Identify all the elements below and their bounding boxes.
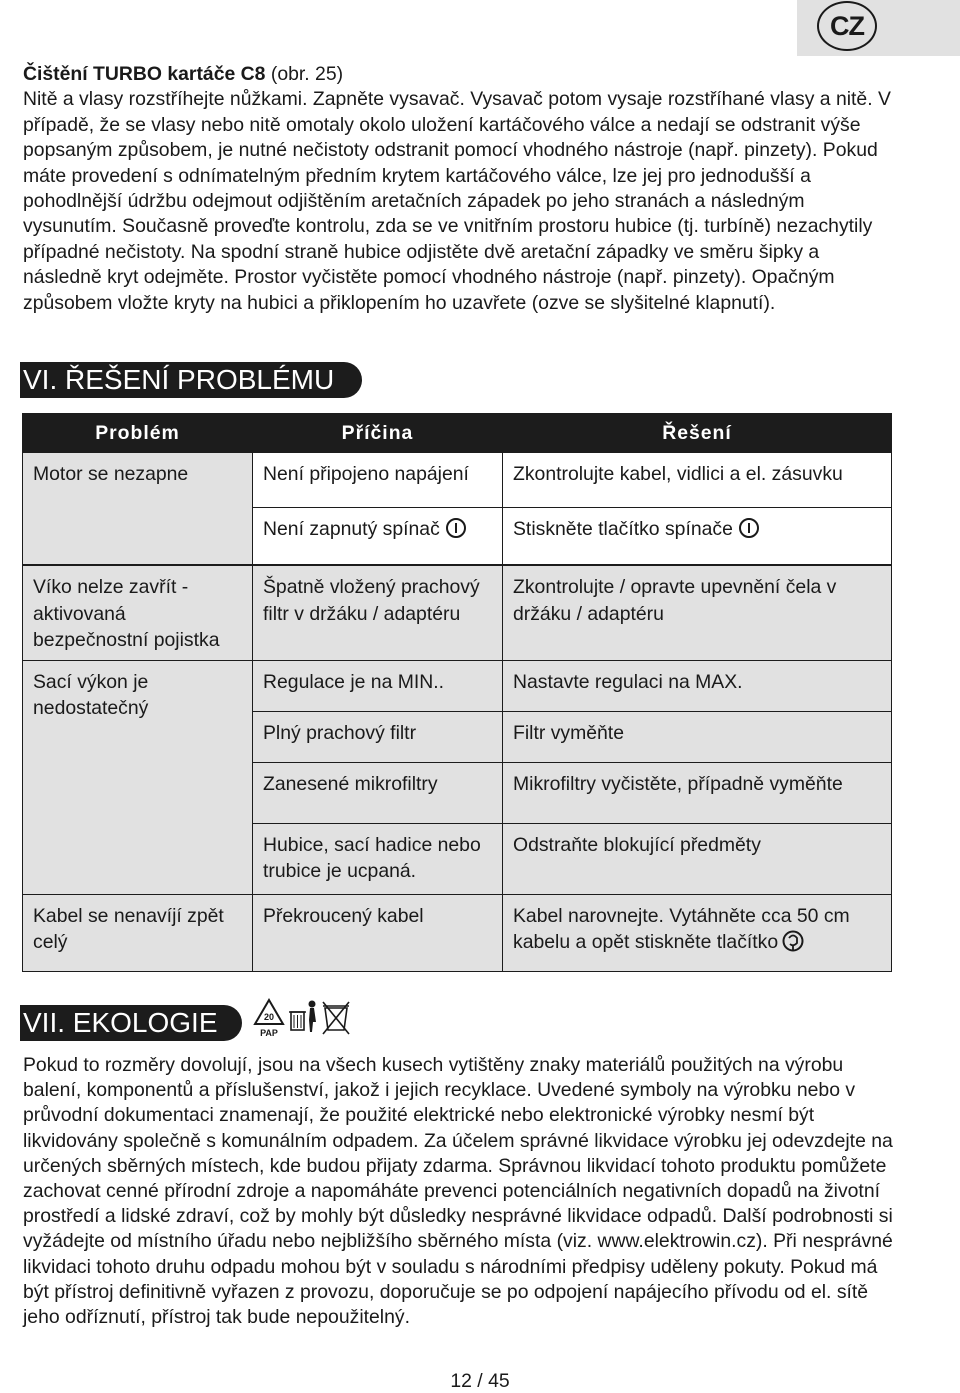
problem-cell: Sací výkon je nedostatečný (23, 660, 253, 894)
section-heading-ecology (20, 1005, 242, 1041)
problem-cell: Motor se nezapne (23, 453, 253, 566)
cause-cell: Není připojeno napájení (253, 453, 503, 508)
solution-cell (503, 508, 892, 566)
turbo-brush-heading: Čištění TURBO kartáče C8 (23, 63, 266, 85)
cause-cell: Špatně vložený prachový filtr v držáku / adaptéru (253, 565, 503, 660)
solution-cell: Filtr vyměňte (503, 711, 892, 762)
solution-cell: Zkontrolujte kabel, vidlici a el. zásuvku (503, 453, 892, 508)
cord-rewind-icon (782, 929, 804, 953)
problem-cell: Víko nelze zavřít - aktivovaná bezpečnostní pojistka (23, 565, 253, 660)
section-title: VI. ŘEŠENÍ PROBLÉMU (23, 364, 335, 395)
table-row (23, 453, 892, 508)
solution-cell: Mikrofiltry vyčistěte, případně vyměňte (503, 762, 892, 823)
cause-cell: Plný prachový filtr (253, 711, 503, 762)
section-title: VII. EKOLOGIE (23, 1007, 218, 1038)
table-header-row (23, 414, 892, 453)
crossed-bin-icon (323, 1002, 349, 1034)
header-cause: Příčina (253, 414, 503, 453)
eco-symbols (253, 998, 353, 1042)
figure-reference: (obr. 25) (265, 63, 344, 85)
solution-cell: Odstraňte blokující předměty (503, 823, 892, 894)
cause-cell: Regulace je na MIN.. (253, 660, 503, 711)
svg-text:PAP: PAP (260, 1028, 278, 1038)
power-icon (446, 518, 466, 538)
table-row (23, 565, 892, 660)
table-row (23, 660, 892, 711)
cause-cell: Zanesené mikrofiltry (253, 762, 503, 823)
solution-text: Kabel narovnejte. Vytáhněte cca 50 cm kabelu a opět stiskněte tlačítko (513, 904, 850, 953)
ecology-paragraph: Pokud to rozměry dovolují, jsou na všech kusech vytištěny znaky materiálů použitých na výrobu balení, komponentů a příslušenství, jakož i jejich recyklace. Uvedené symboly na výrobku nebo v průvodní dokumentaci znamenají, že použité elektrické nebo elektronické výrobky nesmí být likvidovány společně s komunálním odpadem. Za účelem správné likvidace výrobku jej odevzdejte na určených sběrných místech, kde budou přijaty zdarma. Správnou likvidací tohoto produktu pomůžete zachovat cenné přírodní zdroje a napomáháte prevenci potenciálních negativních dopadů na životní prostředí a lidské zdraví, což by mohly být důsledky nesprávné likvidace odpadů. Další podrobnosti si vyžádejte od místního úřadu nebo nejbližšího sběrného místa (viz. www.elektrowin.cz). Při nesprávné likvidaci tohoto druhu odpadu mohou být v souladu s národními předpisy uděleny pokuty. Pokud má být přístroj definitivně vyřazen z provozu, doporučuje se po odpojení napájecího přívodu od el. sítě jeho odříznutí, přístroj tak bude nepoužitelný. (23, 1054, 893, 1329)
waste-bin-person-icon (289, 1001, 316, 1033)
troubleshooting-table (22, 413, 892, 972)
cause-text: Není zapnutý spínač (263, 518, 440, 540)
eco-symbols-svg (253, 998, 353, 1042)
cause-cell: Hubice, sací hadice nebo trubice je ucpaná. (253, 823, 503, 894)
turbo-brush-body: Nitě a vlasy rozstříhejte nůžkami. Zapněte vysavač. Vysavač potom vysaje rozstříhané vlasy a nitě. V případě, že se vlasy nebo nitě omotaly okolo uložení kartáčového válce a nedají se odstranit výše popsaným způsobem, je nutné nečistoty odstranit pomocí vhodného nástroje (např. pinzety). Pokud máte provedení s odnímatelným předním krytem kartáčového válce, lze jej pro jednodušší a pohodlnější údržbu odejmout odjištěním aretačních západek po jeho stranách a následným vysunutím. Současně proveďte kontrolu, zda se ve vnitřním prostoru hubice (tj. turbíně) nezachytily případné nečistoty. Na spodní straně hubice odjistěte dvě aretační západky ve směru šipky a následně kryt odejměte. Prostor vyčistěte pomocí vhodného nástroje (např. pinzety). Opačným způsobem vložte kryty na hubici a přiklopením ho uzavřete (ozve se slyšitelné klapnutí). (23, 88, 891, 314)
power-icon (739, 518, 759, 538)
cause-cell: Překroucený kabel (253, 894, 503, 971)
table-row (23, 894, 892, 971)
solution-cell: Nastavte regulaci na MAX. (503, 660, 892, 711)
cause-cell (253, 508, 503, 566)
page-number: 12 / 45 (450, 1370, 510, 1392)
turbo-brush-cleaning-paragraph (23, 62, 903, 316)
problem-cell: Kabel se nenavíjí zpět celý (23, 894, 253, 971)
section-heading-troubleshooting (20, 362, 362, 398)
solution-cell (503, 894, 892, 971)
svg-text:20: 20 (263, 1012, 275, 1022)
solution-cell: Zkontrolujte / opravte upevnění čela v držáku / adaptéru (503, 565, 892, 660)
header-problem: Problém (23, 414, 253, 453)
header-solution: Řešení (503, 414, 892, 453)
solution-text: Stiskněte tlačítko spínače (513, 518, 733, 540)
language-badge: CZ (817, 1, 877, 51)
recycle-pap-icon (255, 1000, 283, 1038)
